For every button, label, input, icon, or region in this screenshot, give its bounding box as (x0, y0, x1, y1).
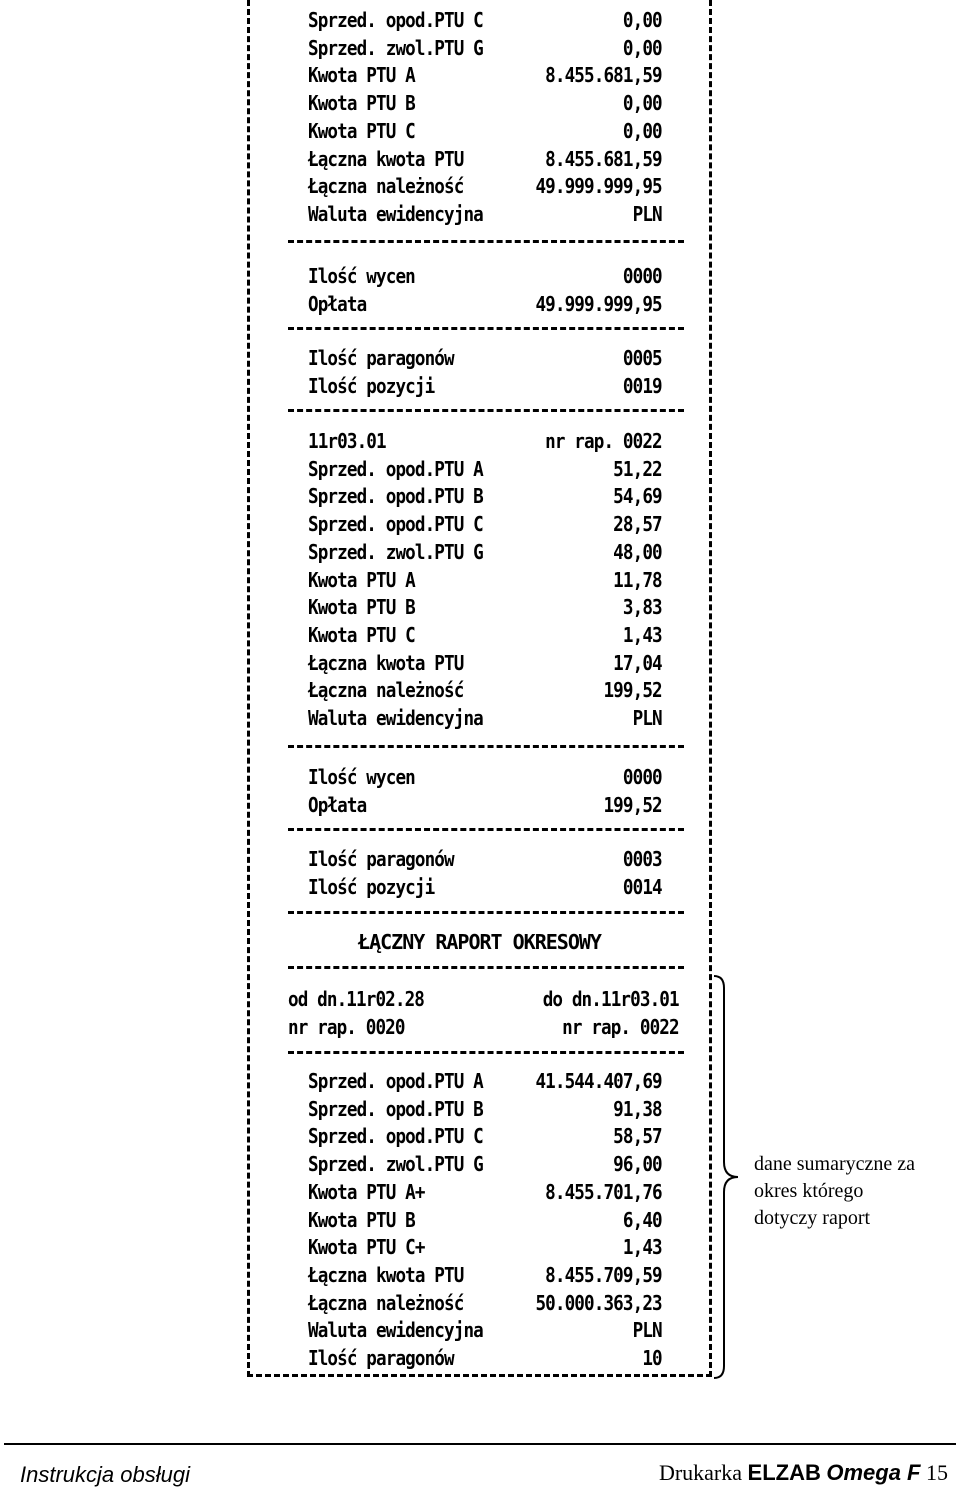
receipt-line (308, 593, 662, 621)
receipt-line-value: 0019 (622, 373, 662, 398)
receipt-line-value: 0003 (622, 847, 662, 871)
receipt-line (308, 1233, 662, 1261)
receipt-line (308, 649, 662, 677)
footer-model: Omega F (826, 1460, 921, 1485)
receipt-line-value: 0,00 (622, 91, 662, 116)
receipt-line (308, 873, 662, 901)
receipt-line-value: 58,57 (613, 1124, 662, 1149)
receipt-line (308, 1261, 662, 1289)
receipt-line-label: Sprzed. opod.PTU C (308, 512, 483, 537)
receipt-line (308, 6, 662, 34)
receipt-line-label: Ilość wycen (308, 765, 415, 789)
receipt-line-value: 49.999.999,95 (535, 174, 662, 199)
receipt-line-value: 17,04 (613, 650, 662, 675)
receipt-line-value: 0,00 (622, 8, 662, 32)
receipt-line-label: Opłata (308, 291, 367, 316)
receipt-line-label: Ilość paragonów (308, 847, 454, 871)
receipt-line-label: Kwota PTU B (308, 595, 415, 620)
receipt-line (308, 262, 662, 290)
receipt-line-value: 6,40 (622, 1207, 662, 1232)
receipt-line (308, 791, 662, 819)
receipt-line (308, 372, 662, 400)
receipt-line (308, 61, 662, 89)
receipt-line-label: Kwota PTU A (308, 63, 415, 88)
receipt-line (308, 1095, 662, 1123)
receipt-line-label: Sprzed. opod.PTU B (308, 1096, 483, 1121)
receipt-line-value: 199,52 (603, 792, 662, 817)
receipt-line-value: 8.455.681,59 (545, 146, 662, 171)
receipt-line-label: Kwota PTU C (308, 118, 415, 143)
report-title: ŁĄCZNY RAPORT OKRESOWY (358, 930, 601, 954)
receipt-line-label: Łączna należność (308, 1290, 464, 1315)
dashed-separator (288, 828, 684, 831)
dashed-separator (288, 240, 684, 243)
receipt-line-value: PLN (632, 201, 662, 226)
receipt-line-label: Waluta ewidencyjna (308, 706, 483, 730)
receipt-line (308, 538, 662, 566)
receipt-line (288, 985, 679, 1013)
summary-annotation (754, 1151, 954, 1232)
receipt-line-label: Ilość pozycji (308, 373, 435, 398)
receipt-line-value: 50.000.363,23 (535, 1290, 662, 1315)
receipt-line (308, 117, 662, 145)
dashed-separator (288, 1051, 684, 1054)
receipt-line-label: 11r03.01 (308, 429, 386, 453)
dashed-separator (288, 327, 684, 330)
receipt-line-label: Waluta ewidencyjna (308, 1318, 483, 1343)
receipt-line-label: Kwota PTU B (308, 1207, 415, 1232)
receipt-line (308, 1316, 662, 1344)
receipt-line-value: 28,57 (613, 512, 662, 537)
curly-brace-icon (712, 974, 742, 1380)
receipt-line-label: Łączna kwota PTU (308, 1262, 464, 1287)
receipt-line-label: Kwota PTU A+ (308, 1179, 425, 1204)
receipt-line (308, 89, 662, 117)
receipt-line-label: Sprzed. zwol.PTU G (308, 1152, 483, 1177)
receipt-line (308, 172, 662, 200)
receipt-line-label: Sprzed. opod.PTU C (308, 8, 483, 32)
receipt-line (308, 566, 662, 594)
receipt-line-label: Ilość paragonów (308, 1346, 454, 1370)
receipt-line-label: Ilość wycen (308, 264, 415, 288)
receipt-line-value: 0000 (622, 264, 662, 288)
receipt-line-label: Ilość paragonów (308, 346, 454, 370)
receipt-line (308, 1178, 662, 1206)
receipt-line-label: Sprzed. opod.PTU A (308, 456, 483, 481)
receipt-line (308, 1344, 662, 1372)
receipt-line-value: 10 (642, 1346, 662, 1370)
receipt-line-value: 49.999.999,95 (535, 291, 662, 316)
receipt-line-value: 1,43 (622, 622, 662, 647)
receipt-line-label: Opłata (308, 792, 367, 817)
receipt-line (308, 676, 662, 704)
receipt-line-label: Sprzed. zwol.PTU G (308, 35, 483, 60)
receipt-line (308, 290, 662, 318)
receipt-line-value: nr rap. 0022 (545, 429, 662, 453)
receipt-line-value: 41.544.407,69 (535, 1069, 662, 1093)
receipt-line-value: 91,38 (613, 1096, 662, 1121)
receipt-line-value: 0014 (622, 874, 662, 899)
page-number: 15 (926, 1460, 948, 1485)
receipt-line-value: PLN (632, 1318, 662, 1343)
fiscal-receipt (247, 0, 712, 1377)
receipt-line-label: Łączna należność (308, 174, 464, 199)
receipt-line-value: 0,00 (622, 35, 662, 60)
annotation-line-3: dotyczy raport (754, 1207, 871, 1229)
receipt-line-label: Sprzed. zwol.PTU G (308, 539, 483, 564)
receipt-line (308, 763, 662, 791)
receipt-line-label: Ilość pozycji (308, 874, 435, 899)
receipt-line (308, 621, 662, 649)
receipt-line-label: Kwota PTU C (308, 622, 415, 647)
receipt-line (308, 1206, 662, 1234)
receipt-line (308, 344, 662, 372)
receipt-line (308, 200, 662, 228)
receipt-line-value: 8.455.709,59 (545, 1262, 662, 1287)
receipt-line-value: 8.455.681,59 (545, 63, 662, 88)
receipt-line (308, 145, 662, 173)
receipt-line-label: Łączna należność (308, 678, 464, 703)
receipt-line-value: 54,69 (613, 484, 662, 509)
receipt-line (308, 510, 662, 538)
receipt-line-value: 48,00 (613, 539, 662, 564)
receipt-line-value: 1,43 (622, 1235, 662, 1260)
receipt-line (308, 1150, 662, 1178)
footer-divider (4, 1443, 956, 1445)
receipt-line-value: PLN (632, 706, 662, 730)
receipt-line (308, 427, 662, 455)
receipt-line-label: Kwota PTU B (308, 91, 415, 116)
receipt-line (308, 1067, 662, 1095)
receipt-line-label: Sprzed. opod.PTU B (308, 484, 483, 509)
footer-prefix: Drukarka (658, 1460, 743, 1485)
receipt-line (308, 845, 662, 873)
receipt-line (308, 482, 662, 510)
dashed-separator (288, 745, 684, 748)
receipt-line (308, 1289, 662, 1317)
footer-manual-title: Instrukcja obsługi (20, 1462, 190, 1487)
dashed-separator (288, 911, 684, 914)
receipt-line-label: Kwota PTU C+ (308, 1235, 425, 1260)
annotation-line-2: okres którego (754, 1180, 864, 1202)
receipt-line-value: 0000 (622, 765, 662, 789)
receipt-line-label: Kwota PTU A (308, 567, 415, 592)
dashed-separator (288, 409, 684, 412)
receipt-line-value: do dn.11r03.01 (542, 987, 679, 1011)
receipt-line-label: Sprzed. opod.PTU C (308, 1124, 483, 1149)
receipt-line-value: nr rap. 0022 (562, 1014, 679, 1039)
footer-brand: ELZAB (747, 1460, 821, 1485)
receipt-line-label: Waluta ewidencyjna (308, 201, 483, 226)
footer-product (659, 1460, 948, 1486)
annotation-line-1: dane sumaryczne za (754, 1153, 916, 1175)
receipt-line-label: od dn.11r02.28 (288, 987, 425, 1011)
receipt-line-value: 11,78 (613, 567, 662, 592)
receipt-line-label: Łączna kwota PTU (308, 650, 464, 675)
receipt-line-value: 3,83 (622, 595, 662, 620)
dashed-separator (288, 966, 684, 969)
receipt-line-label: nr rap. 0020 (288, 1014, 405, 1039)
receipt-line-label: Łączna kwota PTU (308, 146, 464, 171)
receipt-line (308, 455, 662, 483)
receipt-line-value: 96,00 (613, 1152, 662, 1177)
receipt-line-value: 0005 (622, 346, 662, 370)
receipt-line-label: Sprzed. opod.PTU A (308, 1069, 483, 1093)
receipt-line (308, 1122, 662, 1150)
receipt-line-value: 0,00 (622, 118, 662, 143)
receipt-line (308, 34, 662, 62)
receipt-line (308, 704, 662, 732)
receipt-line-value: 8.455.701,76 (545, 1179, 662, 1204)
receipt-line-value: 199,52 (603, 678, 662, 703)
receipt-line (288, 1013, 679, 1041)
receipt-line-value: 51,22 (613, 456, 662, 481)
